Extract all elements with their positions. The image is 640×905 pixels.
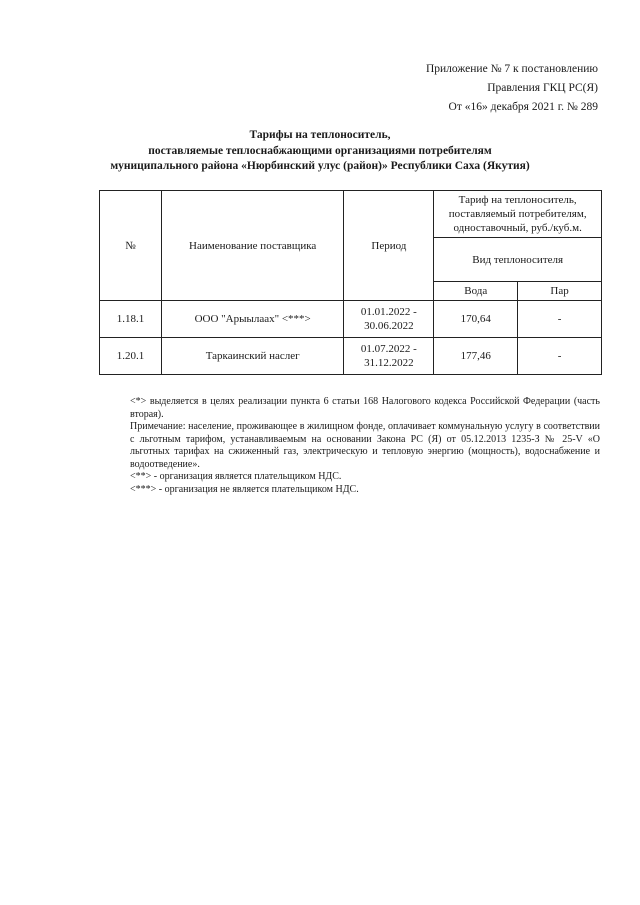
header-number: № <box>100 191 162 301</box>
approval-reference <box>426 60 598 117</box>
tariff-table <box>99 190 602 375</box>
header-steam: Пар <box>518 282 602 301</box>
header-tariff: Тариф на теплоноситель, поставляемый потребителям, одноставочный, руб./куб.м. <box>434 191 602 238</box>
footnote-population-note: Примечание: население, проживающее в жилищном фонде, оплачивает коммунальную услугу в соответствии с льготным тарифом, устанавливаемым на основании Закона РС (Я) от 05.12.2013 1235-З № 25-V «О льготных тарифах на сжиженный газ, электрическую и тепловую энергию (мощность), водоснабжение и водоотведение». <box>130 421 600 470</box>
row-number: 1.20.1 <box>100 338 162 375</box>
header-coolant-kind: Вид теплоносителя <box>434 238 602 282</box>
header-water: Вода <box>434 282 518 301</box>
title-line-2: поставляемые теплоснабжающими организациями потребителям <box>148 144 492 157</box>
row-period: 01.01.2022 - 30.06.2022 <box>344 301 434 338</box>
header-supplier: Наименование поставщика <box>161 191 344 301</box>
footnotes <box>130 396 600 496</box>
row-supplier: Таркаинский наслег <box>161 338 344 375</box>
approval-line-1: Приложение № 7 к постановлению <box>425 63 598 75</box>
header-period: Период <box>344 191 434 301</box>
footnote-vat-allocated: <*> выделяется в целях реализации пункта 6 статьи 168 Налогового кодекса Российской Федерации (часть вторая). <box>130 396 600 420</box>
row-steam-tariff: - <box>518 338 602 375</box>
title-line-1: Тарифы на теплоноситель, <box>249 129 391 141</box>
document-title <box>0 128 640 175</box>
row-water-tariff: 177,46 <box>434 338 518 375</box>
table-row <box>100 301 602 338</box>
row-steam-tariff: - <box>518 301 602 338</box>
table-row <box>100 338 602 375</box>
row-number: 1.18.1 <box>100 301 162 338</box>
row-period: 01.07.2022 - 31.12.2022 <box>344 338 434 375</box>
row-water-tariff: 170,64 <box>434 301 518 338</box>
title-line-3: муниципального района «Нюрбинский улус (район)» Республики Саха (Якутия) <box>110 160 530 172</box>
approval-line-3: От «16» декабря 2021 г. № 289 <box>448 101 598 113</box>
approval-line-2: Правления ГКЦ РС(Я) <box>487 82 598 94</box>
footnote-vat-non-payer: <***> - организация не является плательщиком НДС. <box>130 483 359 495</box>
footnote-vat-payer: <**> - организация является плательщиком НДС. <box>130 471 342 482</box>
row-supplier: ООО "Арыылаах" <***> <box>161 301 344 338</box>
